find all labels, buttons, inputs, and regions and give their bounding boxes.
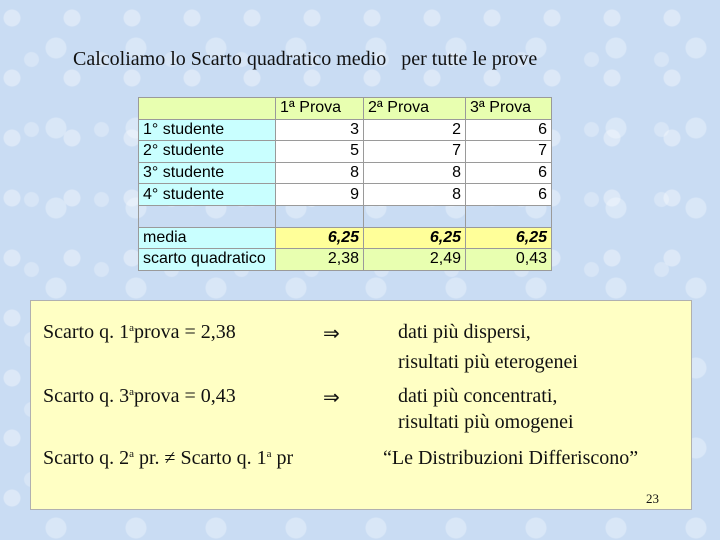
spacer-row [139,205,552,227]
spacer-cell [276,205,364,227]
table-cell: 6 [466,162,552,184]
header-row [139,98,552,120]
slide-title: Calcoliamo lo Scarto quadratico medio per tutte le prove [73,48,538,70]
table-row [139,184,552,206]
data-table [138,97,552,271]
table-row [139,119,552,141]
header-cell-prova-2: 2ª Prova [364,98,466,120]
comparison-part-b: pr. ≠ Scarto q. 1 [133,447,267,469]
comparison-superscript-2: a [266,448,272,460]
result1-line-a: dati più dispersi, [398,321,531,343]
conclusion-text: “Le Distribuzioni Differiscono” [383,447,639,469]
scarto-row [139,249,552,271]
line2-superscript: a [129,386,134,398]
spacer-cell [364,205,466,227]
page-number: 23 [646,491,659,506]
table-cell: 9 [276,184,364,206]
table-cell: 6 [466,184,552,206]
comparison-part-c: pr [271,447,294,469]
table-cell: 5 [276,141,364,163]
media-row [139,227,552,249]
scarto-label: scarto quadratico [139,249,276,271]
media-value: 6,25 [364,227,466,249]
scarto-value: 2,49 [364,249,466,271]
row-label: 3° studente [139,162,276,184]
notes-box [30,300,692,510]
header-cell-prova-1: 1ª Prova [276,98,364,120]
result1-line-b: risultati più eterogenei [398,351,578,373]
table-cell: 7 [466,141,552,163]
media-value: 6,25 [466,227,552,249]
table-cell: 7 [364,141,466,163]
scarto-prova-1-line [43,321,236,344]
comparison-part-a: Scarto q. 2 [43,447,130,469]
line2-suffix: prova = 0,43 [133,385,236,407]
line2-prefix: Scarto q. 3 [43,385,130,407]
header-cell-prova-3: 3ª Prova [466,98,552,120]
implies-icon: ⇒ [323,385,340,409]
table-row [139,141,552,163]
table-cell: 6 [466,119,552,141]
implies-icon: ⇒ [323,321,340,345]
result2-line-b: risultati più omogenei [398,411,574,433]
table-cell: 8 [364,184,466,206]
scarto-prova-3-line [43,385,236,408]
media-label: media [139,227,276,249]
table-cell: 3 [276,119,364,141]
comparison-line [43,447,293,470]
table-row [139,162,552,184]
table-cell: 8 [276,162,364,184]
media-value: 6,25 [276,227,364,249]
scarto-value: 2,38 [276,249,364,271]
table-cell: 2 [364,119,466,141]
line1-suffix: prova = 2,38 [133,321,236,343]
line1-superscript: a [129,322,134,334]
row-label: 4° studente [139,184,276,206]
spacer-cell [466,205,552,227]
line1-prefix: Scarto q. 1 [43,321,130,343]
row-label: 2° studente [139,141,276,163]
scarto-value: 0,43 [466,249,552,271]
comparison-superscript-1: a [129,448,134,460]
row-label: 1° studente [139,119,276,141]
spacer-cell [139,205,276,227]
header-cell-empty [139,98,276,120]
table-cell: 8 [364,162,466,184]
result2-line-a: dati più concentrati, [398,385,558,407]
